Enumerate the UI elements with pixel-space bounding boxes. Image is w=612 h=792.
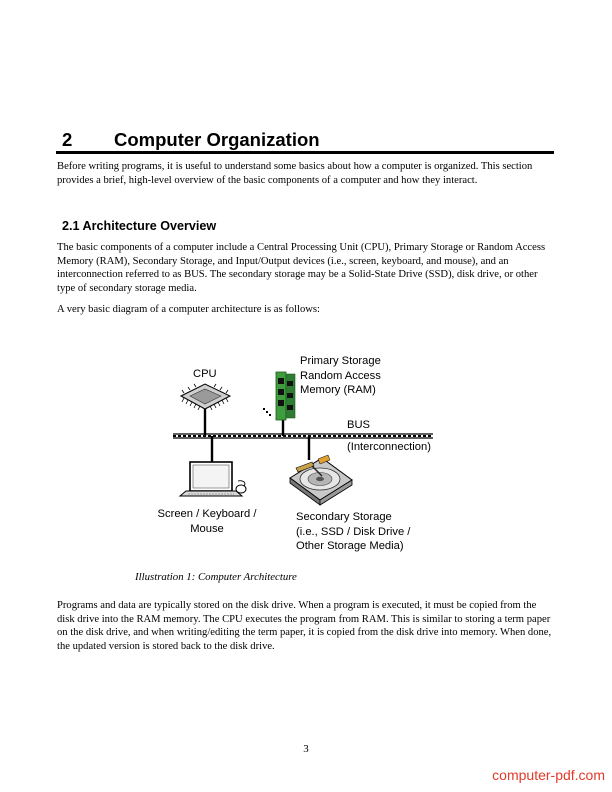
intro-paragraph: Before writing programs, it is useful to understand some basics about how a computer is organized. This section provides a brief, high-level overview of the basic components of a computer and how they interact. xyxy=(57,161,533,186)
io-label-line: Screen / Keyboard / xyxy=(157,508,257,520)
storage-label xyxy=(296,510,410,554)
figure-caption: Illustration 1: Computer Architecture xyxy=(135,571,297,583)
watermark: computer-pdf.com xyxy=(492,767,605,783)
laptop-icon xyxy=(180,462,242,496)
storage-label-line: Other Storage Media) xyxy=(296,540,404,552)
ram-label-line: Memory (RAM) xyxy=(300,384,376,396)
ram-label-line: Random Access xyxy=(300,369,381,382)
io-label xyxy=(147,507,267,536)
bus-sub-label: (Interconnection) xyxy=(347,441,431,453)
ram-label xyxy=(300,354,381,398)
hard-disk-icon xyxy=(290,455,352,505)
mouse-icon xyxy=(236,481,246,493)
execution-paragraph: Programs and data are typically stored on the disk drive. When a program is executed, it must be copied from the disk drive into the RAM memory. The CPU executes the program from RAM. This is similar to storing a term paper on the disk drive, and when writing/editing the term paper, it is copied from the disk drive into memory. When done, the updated version is stored back to the disk drive. xyxy=(57,600,552,652)
bus-label: BUS xyxy=(347,419,371,431)
ram-module-icon xyxy=(263,372,295,420)
ram-label-line: Primary Storage xyxy=(300,355,381,367)
cpu-chip-icon xyxy=(181,384,230,410)
cpu-label: CPU xyxy=(193,368,217,380)
page-number: 3 xyxy=(303,743,309,755)
components-paragraph: The basic components of a computer include a Central Processing Unit (CPU), Primary Storage or Random Access Memory (RAM), Secondary Storage, and Input/Output devices (i.e., screen, keyboard, and mouse), and an interconnection referred to as BUS. The secondary storage may be a Solid-State Drive (SSD), disk drive, or other type of secondary storage media. xyxy=(57,242,546,294)
io-label-line: Mouse xyxy=(190,522,224,535)
diagram-intro-paragraph: A very basic diagram of a computer architecture is as follows: xyxy=(57,304,320,315)
subsection-heading: 2.1 Architecture Overview xyxy=(62,219,217,233)
storage-label-line: (i.e., SSD / Disk Drive / xyxy=(296,525,411,538)
section-title: Computer Organization xyxy=(114,129,320,150)
storage-label-line: Secondary Storage xyxy=(296,511,392,523)
section-number: 2 xyxy=(62,129,73,150)
